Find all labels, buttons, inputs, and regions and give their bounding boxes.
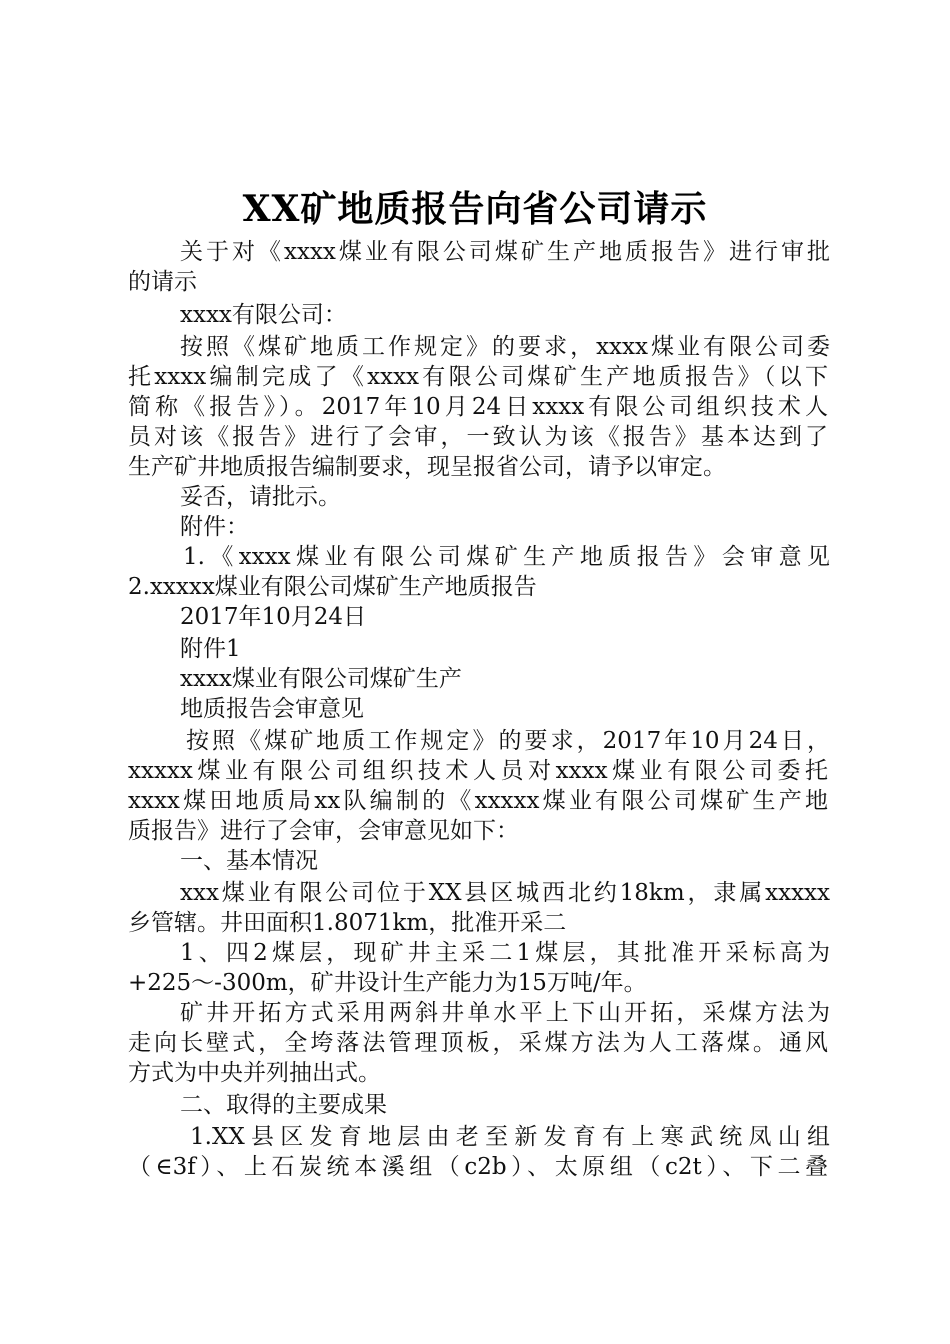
paragraph-line: 按照《煤矿地质工作规定》的要求，2017年10月24日，: [186, 728, 830, 754]
paragraph-line: xxxx煤田地质局xx队编制的《xxxxx煤业有限公司煤矿生产地: [128, 788, 828, 814]
paragraph-line: 按照《煤矿地质工作规定》的要求，xxxx煤业有限公司委: [180, 334, 830, 360]
paragraph-line: 走向长壁式，全垮落法管理顶板，采煤方法为人工落煤。通风: [128, 1030, 828, 1056]
paragraph-line: xxx煤业有限公司位于XX县区城西北约18km，隶属xxxxx: [180, 880, 830, 906]
subtitle-line: 地质报告会审意见: [180, 696, 364, 722]
paragraph-line: xxxxx煤业有限公司组织技术人员对xxxx煤业有限公司委托: [128, 758, 828, 784]
subtitle-line: xxxx煤业有限公司煤矿生产: [180, 666, 462, 692]
attachment-item: 1.《xxxx煤业有限公司煤矿生产地质报告》会审意见: [183, 544, 830, 570]
paragraph-line: 1、四2煤层，现矿井主采二1煤层，其批准开采标高为: [180, 940, 830, 966]
paragraph-line: 的请示: [128, 269, 197, 295]
paragraph-line: 矿井开拓方式采用两斜井单水平上下山开拓，采煤方法为: [180, 1000, 830, 1026]
paragraph-line: 1.XX县区发育地层由老至新发育有上寒武统凤山组: [190, 1124, 830, 1150]
document-title: XX矿地质报告向省公司请示: [242, 188, 708, 230]
recipient-line: xxxx有限公司：: [180, 302, 347, 328]
section-heading: 二、取得的主要成果: [180, 1092, 387, 1118]
attachment-label: 附件1: [180, 636, 241, 662]
attachment-item: 2.xxxxx煤业有限公司煤矿生产地质报告: [128, 574, 537, 600]
paragraph-line: +225～-300m，矿井设计生产能力为15万吨/年。: [128, 970, 647, 996]
paragraph-line: 方式为中央并列抽出式。: [128, 1060, 381, 1086]
paragraph-line: 质报告》进行了会审，会审意见如下：: [128, 818, 519, 844]
paragraph-line: 简称《报告》）。2017年10月24日xxxx有限公司组织技术人: [128, 394, 828, 420]
section-heading: 一、基本情况: [180, 848, 318, 874]
paragraph-line: 乡管辖。井田面积1.8071km，批准开采二: [128, 910, 567, 936]
paragraph-line: 关于对《xxxx煤业有限公司煤矿生产地质报告》进行审批: [180, 239, 830, 265]
paragraph-line: （∈3f）、上石炭统本溪组（c2b）、太原组（c2t）、下二叠: [128, 1154, 828, 1180]
paragraph-line: 托xxxx编制完成了《xxxx有限公司煤矿生产地质报告》（以下: [128, 364, 828, 390]
paragraph-line: 妥否，请批示。: [180, 484, 341, 510]
paragraph-line: 生产矿井地质报告编制要求，现呈报省公司，请予以审定。: [128, 454, 726, 480]
paragraph-line: 员对该《报告》进行了会审，一致认为该《报告》基本达到了: [128, 424, 828, 450]
attachment-heading: 附件：: [180, 514, 249, 540]
date-line: 2017年10月24日: [180, 604, 367, 630]
